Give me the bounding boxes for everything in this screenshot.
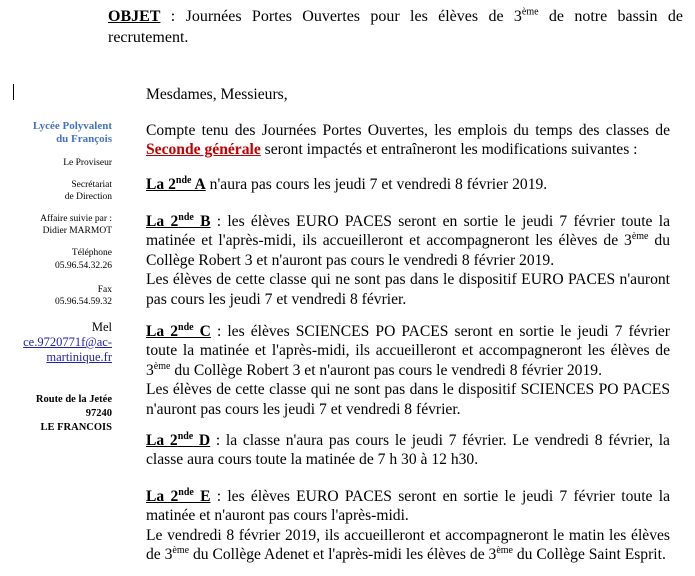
fax-label: Fax [97,285,112,295]
subject-line [108,6,683,48]
proviseur: Le Proviseur [63,158,112,168]
paragraph-2nde-c: La 2nde C : les élèves SCIENCES PO PACES seront en sortie le jeudi 7 février toute la matinée et l'après-midi, ils accueilleront et accompagneront les élèves de 3ème du Collège Robert 3 et n'auront pas cours le vendredi 8 février 2019. Les élèves de cette classe qui ne sont pas dans le dispositif SCIENCES PO PACES n'auront pas cours les jeudi 7 et vendredi 8 février. [146,321,670,418]
paragraph-2nde-b: La 2nde B : les élèves EURO PACES seront en sortie le jeudi 7 février toute la matinée et l'après-midi, ils accueilleront et accompagneront les élèves de 3ème du Collège Robert 3 et n'auront pas cours le vendredi 8 février 2019. Les élèves de cette classe qui ne sont pas dans le dispositif EURO PACES n'auront pas cours les jeudi 7 et vendredi 8 février. [146,211,670,308]
greeting: Mesdames, Messieurs, [146,86,288,103]
phone: 05.96.54.32.26 [55,261,112,271]
subject-text-end: de notre bassin de recrutement. [108,8,684,46]
address-city: LE FRANCOIS [40,422,112,433]
email-link[interactable]: ce.9720771f@ac- [23,335,112,349]
intro-paragraph: Compte tenu des Journées Portes Ouvertes, les emplois du temps des classes de Seconde générale seront impactés et entraîneront les modifications suivantes : [146,122,670,159]
contact-name: Didier MARMOT [42,226,112,236]
secretariat: Secrétariat [71,180,112,190]
mail-label: Mel [91,320,112,334]
text-cursor [13,84,14,100]
school-name: Lycée Polyvalent [32,120,112,132]
school-name-2: du François [56,133,112,145]
subject-text: : Journées Portes Ouvertes pour les élèves de 3 [160,8,522,25]
paragraph-2nde-e: La 2nde E : les élèves EURO PACES seront en sortie le jeudi 7 février toute la matinée et n'auront pas cours l'après-midi. Le vendredi 8 février 2019, ils accueilleront et accompagneront le matin les élèves de 3ème du Collège Adenet et l'après-midi les élèves de 3ème du Collège Saint Esprit. [146,486,670,564]
seconde-generale: Seconde générale [146,141,261,159]
email-link-2[interactable]: martinique.fr [46,350,112,364]
address-zip: 97240 [85,408,112,419]
direction: de Direction [64,192,112,202]
paragraph-2nde-a: La 2nde A n'aura pas cours les jeudi 7 et vendredi 8 février 2019. [146,174,548,193]
subject-label: OBJET [108,8,161,25]
address-street: Route de la Jetée [35,394,112,405]
paragraph-2nde-d: La 2nde D : la classe n'aura pas cours le jeudi 7 février. Le vendredi 8 février, la classe aura cours toute la matinée de 7 h 30 à 12 h30. [146,430,670,469]
phone-label: Téléphone [71,248,112,258]
affaire-label: Affaire suivie par : [40,214,112,224]
superscript: ème [521,6,539,18]
fax: 05.96.54.59.32 [55,297,112,307]
